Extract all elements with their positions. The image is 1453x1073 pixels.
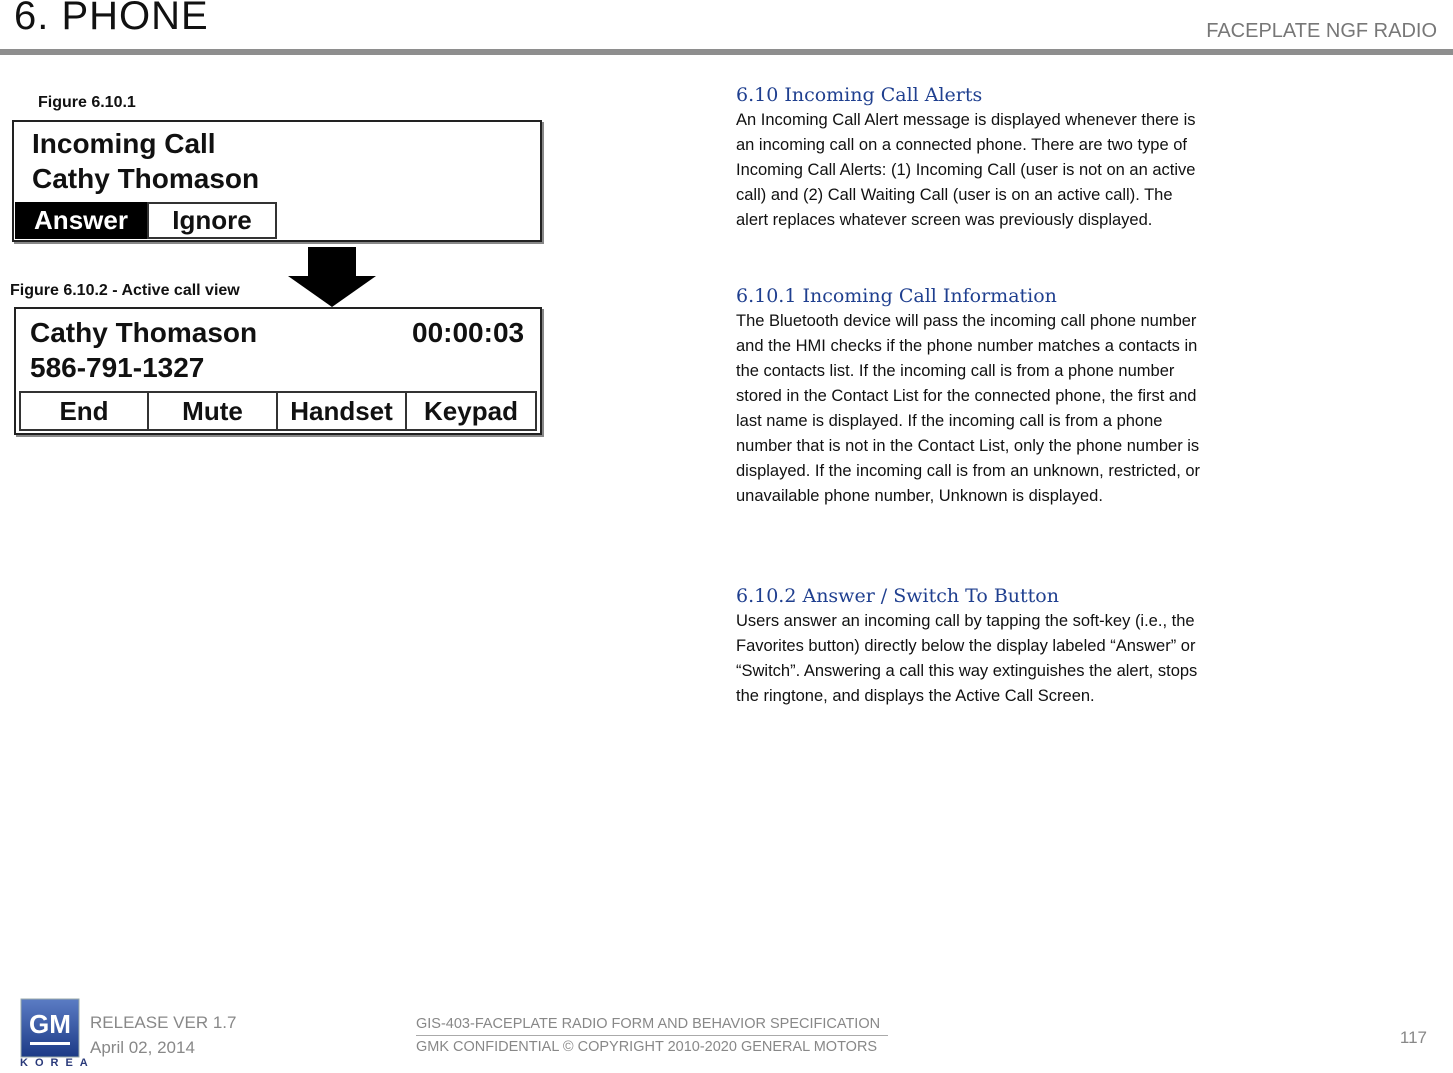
section-heading: 6.10.1 Incoming Call Information — [736, 285, 1057, 307]
spec-title: GIS-403-FACEPLATE RADIO FORM AND BEHAVIOR SPECIFICATION — [416, 1013, 888, 1036]
document-label: FACEPLATE NGF RADIO — [1206, 20, 1437, 42]
logo-korea-text: KOREA — [20, 1057, 95, 1069]
section-body: Users answer an incoming call by tapping the soft-key (i.e., the Favorites button) directly below the display labeled “Answer” or “Switch”. Answering a call this way extinguishes the alert, stops the ringtone, and displays the Active Call Screen. — [736, 612, 1198, 705]
answer-softkey[interactable]: Answer — [15, 202, 147, 239]
release-version: RELEASE VER 1.7 — [90, 1013, 237, 1032]
caller-phone-number: 586-791-1327 — [30, 352, 205, 383]
svg-text:GM: GM — [29, 1009, 71, 1039]
mute-softkey[interactable]: Mute — [147, 391, 278, 431]
spec-info — [416, 1013, 888, 1058]
figure-6-10-2-caption: Figure 6.10.2 - Active call view — [10, 282, 240, 299]
arrow-down-icon — [288, 247, 376, 307]
incoming-call-screen — [12, 120, 542, 242]
chapter-title: 6. PHONE — [14, 0, 209, 38]
incoming-caller-name: Cathy Thomason — [32, 163, 260, 194]
incoming-call-label: Incoming Call — [32, 128, 216, 159]
gm-logo-icon — [20, 998, 80, 1058]
keypad-softkey[interactable]: Keypad — [405, 391, 537, 431]
header-rule — [0, 49, 1453, 55]
release-date: April 02, 2014 — [90, 1038, 195, 1057]
release-info — [90, 1010, 236, 1060]
section-body: The Bluetooth device will pass the incoming call phone number and the HMI checks if the phone number matches a contacts in the contacts list. If the incoming call is from a phone number stored in the Contact List for the connected phone, the first and last name is displayed. If the incoming call is from a phone number that is not in the Contact List, only the phone number is displayed. If the incoming call is from an unknown, restricted, or unavailable phone number, Unknown is displayed. — [736, 312, 1201, 505]
figure-6-10-1-caption: Figure 6.10.1 — [38, 94, 136, 111]
active-call-screen — [14, 307, 542, 435]
section-heading: 6.10.2 Answer / Switch To Button — [736, 585, 1059, 607]
page-number: 117 — [1399, 1028, 1427, 1047]
handset-softkey[interactable]: Handset — [276, 391, 407, 431]
active-caller-name: Cathy Thomason — [30, 317, 258, 348]
section-heading: 6.10 Incoming Call Alerts — [736, 84, 983, 106]
section-answer-switch-button — [736, 585, 1206, 709]
ignore-softkey[interactable]: Ignore — [147, 202, 277, 239]
section-incoming-call-information — [736, 285, 1206, 509]
end-softkey[interactable]: End — [19, 391, 149, 431]
section-incoming-call-alerts — [736, 84, 1206, 233]
section-body: An Incoming Call Alert message is displayed whenever there is an incoming call on a connected phone. There are two type of Incoming Call Alerts: (1) Incoming Call (user is not on an active call) and (2) Call Waiting Call (user is on an active call). The alert replaces whatever screen was previously displayed. — [736, 111, 1196, 229]
call-timer: 00:00:03 — [412, 317, 525, 348]
copyright: GMK CONFIDENTIAL © COPYRIGHT 2010-2020 GENERAL MOTORS — [416, 1039, 878, 1055]
